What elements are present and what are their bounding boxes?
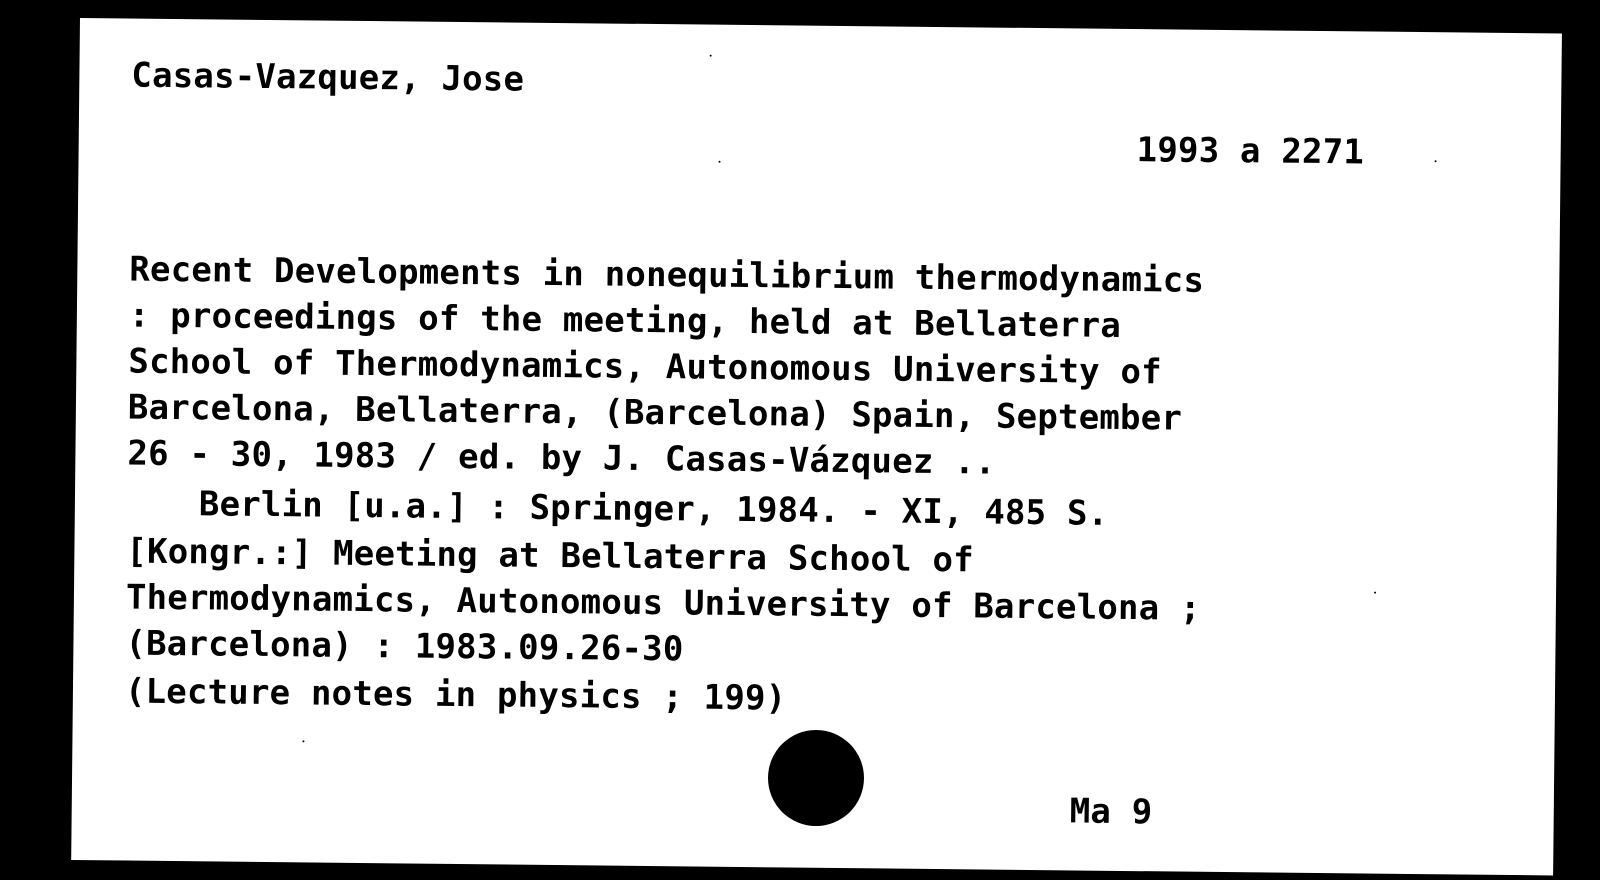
title-line: 26 - 30, 1983 / ed. by J. Casas-Vázquez .. [127, 433, 996, 483]
title-line: Barcelona, Bellaterra, (Barcelona) Spain, September [127, 387, 1183, 439]
conference-line: [Kongr.:] Meeting at Bellaterra School of [126, 531, 975, 581]
conference-line: (Barcelona) : 1983.09.26-30 [125, 623, 684, 670]
conference-line: Thermodynamics, Autonomous University of Barcelona ; [125, 577, 1201, 629]
punch-hole [768, 730, 864, 826]
dust-speck [719, 161, 721, 163]
shelf-mark: Ma 9 [1069, 791, 1153, 833]
title-line: : proceedings of the meeting, held at Bellaterra [128, 295, 1122, 346]
call-number: 1993 a 2271 [1136, 130, 1365, 173]
author-heading: Casas-Vazquez, Jose [131, 55, 525, 100]
title-line: Recent Developments in nonequilibrium thermodynamics [129, 249, 1205, 301]
dust-speck [302, 740, 304, 742]
series-statement: (Lecture notes in physics ; 199) [124, 671, 787, 719]
dust-speck [1374, 592, 1376, 594]
title-line: School of Thermodynamics, Autonomous University of [128, 341, 1163, 393]
dust-speck [1435, 160, 1437, 162]
dust-speck [710, 55, 712, 57]
imprint: Berlin [u.a.] : Springer, 1984. - XI, 485 S. [198, 484, 1109, 534]
